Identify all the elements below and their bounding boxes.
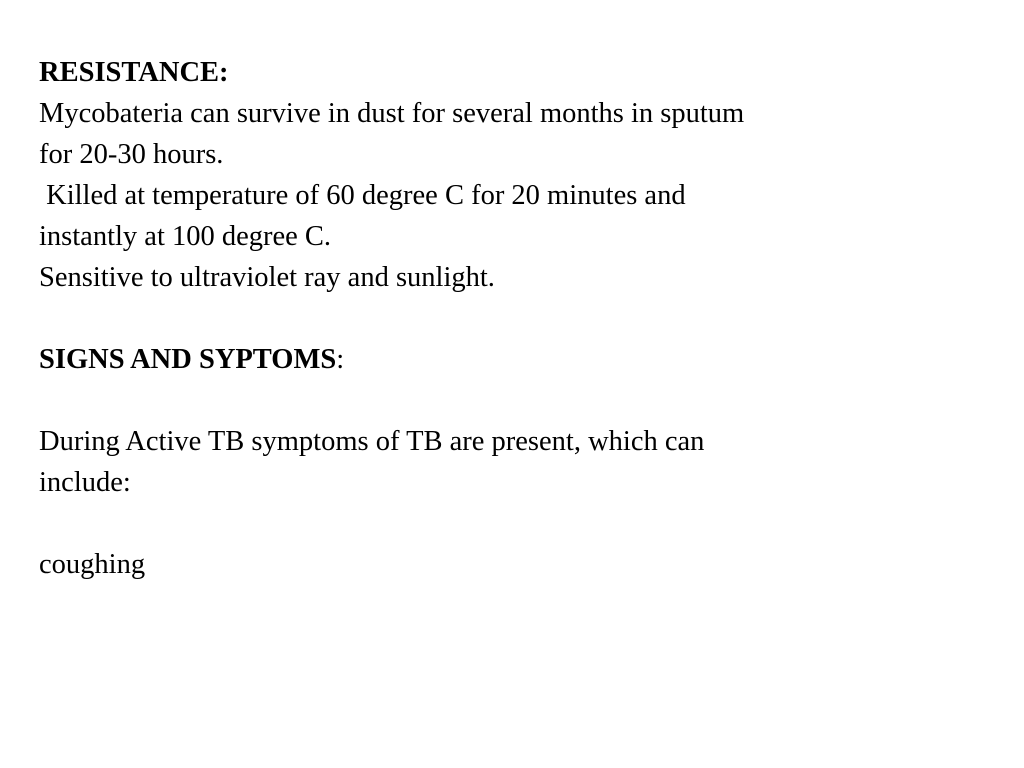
spacer — [39, 503, 919, 544]
resistance-line: instantly at 100 degree C. — [39, 221, 332, 252]
signs-intro-line: During Active TB symptoms of TB are present, which can — [39, 426, 705, 457]
signs-heading-line — [39, 339, 919, 380]
spacer — [39, 298, 919, 339]
resistance-line: Killed at temperature of 60 degree C for 20 minutes and — [39, 180, 686, 211]
resistance-line: for 20-30 hours. — [39, 139, 224, 170]
slide-content — [39, 52, 919, 585]
resistance-line: Mycobateria can survive in dust for several months in sputum — [39, 98, 745, 129]
resistance-line: Sensitive to ultraviolet ray and sunlight. — [39, 262, 495, 293]
signs-heading-colon: : — [336, 344, 345, 375]
resistance-heading: RESISTANCE: — [39, 57, 229, 88]
signs-heading: SIGNS AND SYPTOMS — [39, 344, 337, 375]
signs-intro-line: include: — [39, 467, 131, 498]
spacer — [39, 380, 919, 421]
symptom-item: coughing — [39, 549, 146, 580]
